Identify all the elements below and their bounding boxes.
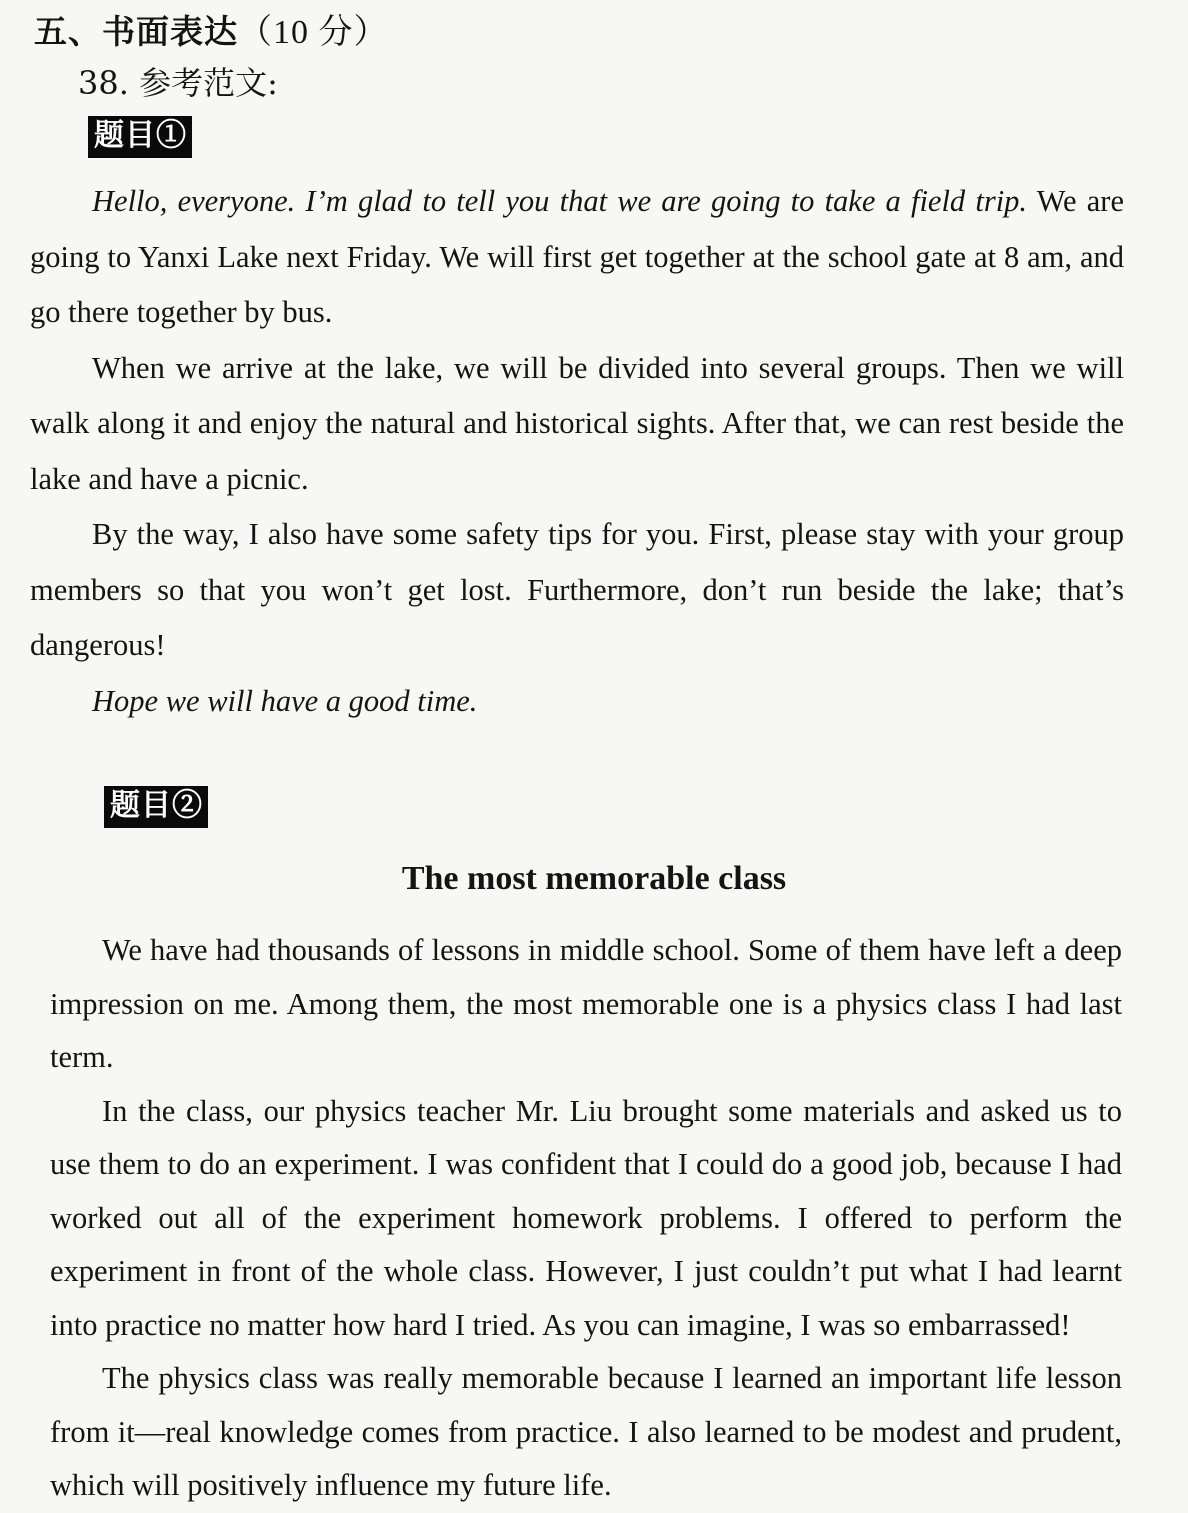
topic-1-essay bbox=[30, 174, 1124, 729]
topic-2-essay bbox=[50, 924, 1122, 1513]
question-label: 38. 参考范文: bbox=[78, 64, 278, 102]
essay-closing: Hope we will have a good time. bbox=[92, 683, 478, 718]
essay-paragraph: When we arrive at the lake, we will be divided into several groups. Then we will walk along it and enjoy the natural and historical sights. After that, we can rest beside the lake and have a picnic. bbox=[30, 350, 1124, 496]
topic-2-badge: 题目② bbox=[104, 786, 208, 828]
topic-1-badge: 题目① bbox=[88, 116, 192, 158]
essay-paragraph: We have had thousands of lessons in middle school. Some of them have left a deep impression on me. Among them, the most memorable one is a physics class I had last term. bbox=[50, 933, 1122, 1074]
essay-paragraph: By the way, I also have some safety tips for you. First, please stay with your group members so that you won’t get lost. Furthermore, don’t run beside the lake; that’s dangerous! bbox=[30, 517, 1124, 662]
essay-paragraph: The physics class was really memorable because I learned an important life lesson from it—real knowledge comes from practice. I also learned to be modest and prudent, which will positively influence my future life. bbox=[50, 1361, 1122, 1502]
essay-paragraph bbox=[30, 174, 1124, 341]
essay-title: The most memorable class bbox=[401, 860, 787, 897]
essay-greeting: Hello, everyone. I’m glad to tell you that we are going to take a field trip. bbox=[92, 184, 1028, 218]
section-heading bbox=[34, 4, 389, 53]
essay-paragraph-text: We are going to Yanxi Lake next Friday. We will first get together at the school gate at 8 am, and go there together by bus. bbox=[30, 184, 1124, 329]
section-score: （10 分） bbox=[238, 14, 389, 51]
section-title: 五、书面表达 bbox=[34, 12, 238, 51]
essay-paragraph: In the class, our physics teacher Mr. Liu brought some materials and asked us to use them to do an experiment. I was confident that I could do a good job, because I had worked out all of the experiment homework problems. I offered to perform the experiment in front of the whole class. However, I just couldn’t put what I had learnt into practice no matter how hard I tried. As you can imagine, I was so embarrassed! bbox=[50, 1093, 1122, 1342]
